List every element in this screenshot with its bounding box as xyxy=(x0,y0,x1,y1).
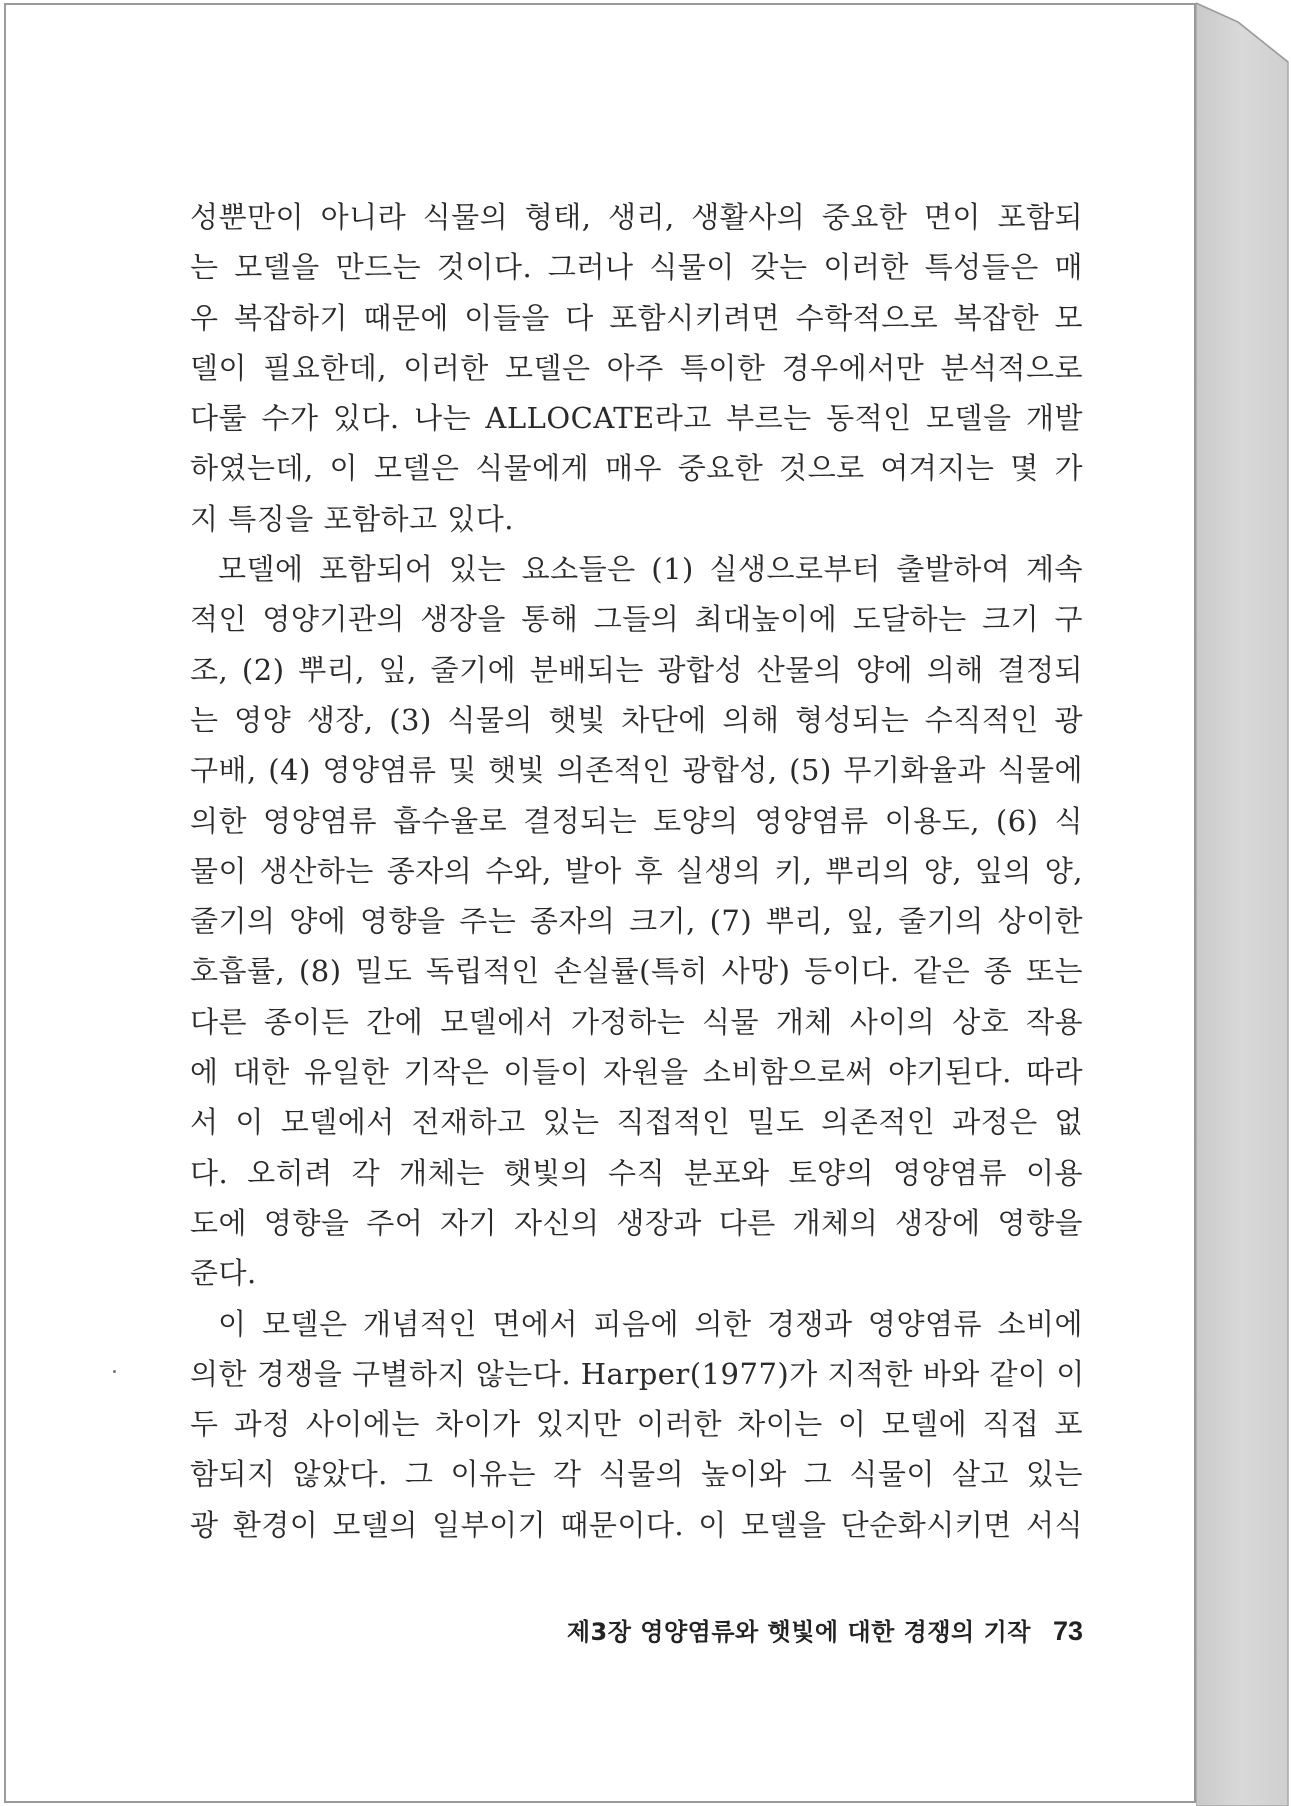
text-line: 적인 영양기관의 생장을 통해 그들의 최대높이에 도달하는 크기 구 xyxy=(190,602,1083,637)
text-line: 우 복잡하기 때문에 이들을 다 포함시키려면 수학적으로 복잡한 모 xyxy=(190,300,1083,335)
text-line: 조, (2) 뿌리, 잎, 줄기에 분배되는 광합성 산물의 양에 의해 결정되 xyxy=(190,652,1083,687)
text-line: 모델에 포함되어 있는 요소들은 (1) 실생으로부터 출발하여 계속 xyxy=(218,552,1083,587)
body-text xyxy=(190,192,1083,1550)
page-number: 73 xyxy=(1052,1616,1083,1646)
text-line: 광 환경이 모델의 일부이기 때문이다. 이 모델을 단순화시키면 서식 xyxy=(190,1507,1083,1542)
text-line: 성뿐만이 아니라 식물의 형태, 생리, 생활사의 중요한 면이 포함되 xyxy=(190,200,1083,234)
text-line: 함되지 않았다. 그 이유는 각 식물의 높이와 그 식물이 살고 있는 xyxy=(190,1457,1083,1492)
text-line: 지 특징을 포함하고 있다. xyxy=(190,501,515,536)
text-line: 줄기의 양에 영향을 주는 종자의 크기, (7) 뿌리, 잎, 줄기의 상이한 xyxy=(190,904,1083,939)
text-line: 다른 종이든 간에 모델에서 가정하는 식물 개체 사이의 상호 작용 xyxy=(190,1004,1083,1039)
text-line: 호흡률, (8) 밀도 독립적인 손실률(특히 사망) 등이다. 같은 종 또는 xyxy=(190,954,1083,989)
text-line: 는 영양 생장, (3) 식물의 햇빛 차단에 의해 형성되는 수직적인 광 xyxy=(190,702,1083,737)
text-line: 준다. xyxy=(190,1256,257,1291)
text-line: 도에 영향을 주어 자기 자신의 생장과 다른 개체의 생장에 영향을 xyxy=(190,1205,1083,1240)
text-line: 의한 영양염류 흡수율로 결정되는 토양의 영양염류 이용도, (6) 식 xyxy=(190,803,1083,838)
text-line: 에 대한 유일한 기작은 이들이 자원을 소비함으로써 야기된다. 따라 xyxy=(190,1055,1083,1090)
text-line: 는 모델을 만드는 것이다. 그러나 식물이 갖는 이러한 특성들은 매 xyxy=(190,250,1083,285)
running-chapter-title: 제3장 영양염류와 햇빛에 대한 경쟁의 기작 xyxy=(566,1618,1031,1646)
text-line: 다. 오히려 각 개체는 햇빛의 수직 분포와 토양의 영양염류 이용 xyxy=(190,1155,1083,1190)
text-line: 이 모델은 개념적인 면에서 피음에 의한 경쟁과 영양염류 소비에 xyxy=(218,1306,1083,1341)
text-line: 델이 필요한데, 이러한 모델은 아주 특이한 경우에서만 분석적으로 xyxy=(190,350,1083,385)
text-line: 물이 생산하는 종자의 수와, 발아 후 실생의 키, 뿌리의 양, 잎의 양, xyxy=(190,853,1083,888)
text-line: 구배, (4) 영양염류 및 햇빛 의존적인 광합성, (5) 무기화율과 식물에 xyxy=(190,753,1083,788)
page-footer xyxy=(500,1612,1083,1652)
text-line: 의한 경쟁을 구별하지 않는다. Harper(1977)가 지적한 바와 같이 이 xyxy=(190,1356,1085,1391)
text-line: 두 과정 사이에는 차이가 있지만 이러한 차이는 이 모델에 직접 포 xyxy=(190,1407,1083,1442)
text-line: 서 이 모델에서 전재하고 있는 직접적인 밀도 의존적인 과정은 없 xyxy=(190,1105,1083,1140)
scan-speck xyxy=(113,1370,116,1373)
text-line: 다룰 수가 있다. 나는 ALLOCATE라고 부르는 동적인 모델을 개발 xyxy=(190,401,1083,436)
book-thickness-shading xyxy=(1196,0,1291,1806)
text-line: 하였는데, 이 모델은 식물에게 매우 중요한 것으로 여겨지는 몇 가 xyxy=(190,451,1083,486)
